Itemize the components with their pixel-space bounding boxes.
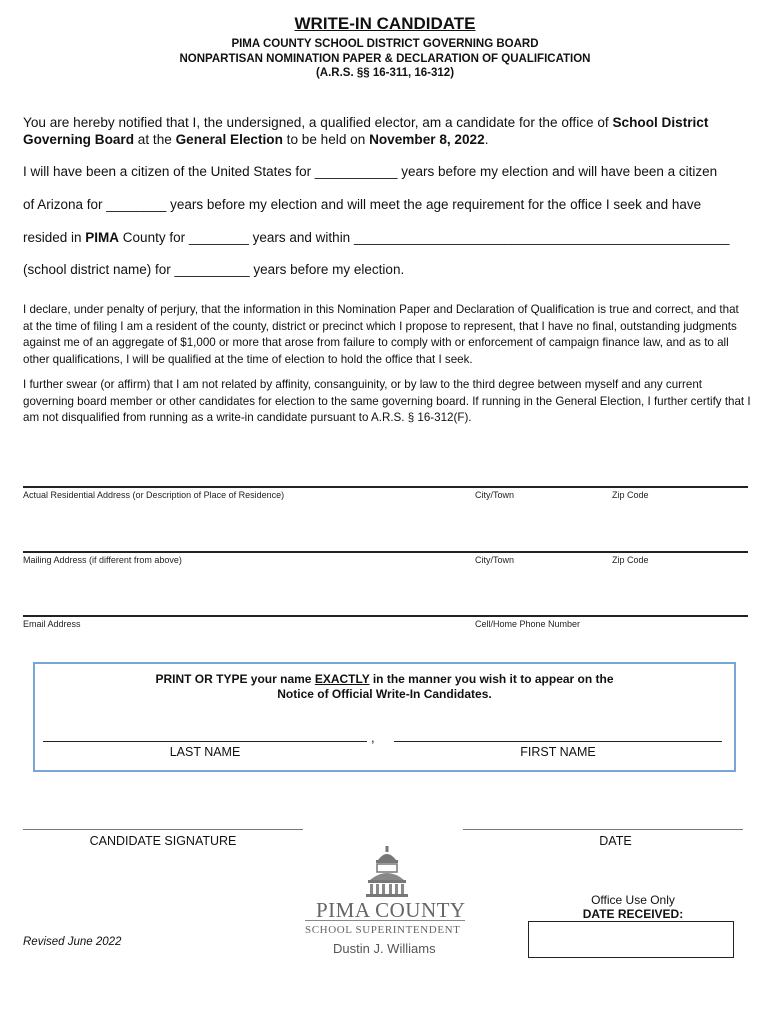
date-label: DATE [599, 834, 632, 848]
instr-text-a: PRINT OR TYPE your name [155, 672, 315, 686]
name-box-instruction-2: Notice of Official Write-In Candidates. [277, 687, 492, 701]
instr-text-c: in the manner you wish it to appear on the [369, 672, 614, 686]
citizen-line-3a: resided in [23, 230, 86, 245]
mailing-address-line[interactable] [23, 551, 748, 553]
subtitle-nomination: NONPARTISAN NOMINATION PAPER & DECLARATION OF QUALIFICATION [179, 53, 591, 65]
office-use-label: Office Use Only [591, 893, 675, 907]
declaration-paragraph: I declare, under penalty of perjury, that the information in this Nomination Paper and Declaration of Qualification is true and correct, and that at the time of filing I am a resident of the county, district or precinct which I propose to represent, that I have no final, outstanding judgments against me of an aggregate of $1,000 or more that arose from failure to comply with or enforcement of campaign finance law, and as to all other qualifications, I will be qualified at the time of election to hold the office that I seek. [23, 303, 739, 366]
signature-label: CANDIDATE SIGNATURE [89, 834, 237, 848]
citizen-county: PIMA [85, 230, 120, 245]
intro-text-2: at the [134, 132, 176, 147]
residential-address-line[interactable] [23, 486, 748, 488]
citizen-line-2: of Arizona for ________ years before my election and will meet the age requirement for the office I seek and have [23, 197, 702, 212]
logo-divider [305, 920, 465, 921]
instr-exactly: EXACTLY [314, 672, 370, 686]
citizen-line-4: (school district name) for __________ years before my election. [23, 262, 405, 277]
subtitle-board: PIMA COUNTY SCHOOL DISTRICT GOVERNING BOARD [231, 38, 539, 50]
logo-county-name: PIMA COUNTY [316, 898, 466, 922]
revised-date: Revised June 2022 [23, 936, 122, 948]
intro-text-3: to be held on [282, 132, 370, 147]
name-comma: , [371, 730, 375, 745]
intro-text-1: You are hereby notified that I, the undersigned, a qualified elector, am a candidate for the office of [23, 115, 613, 130]
intro-office: School District Governing Board [23, 115, 709, 147]
affirmation-paragraph: I further swear (or affirm) that I am not related by affinity, consanguinity, or by law to the third degree between myself and any current governing board member or other candidates for election to the same governing board. If running in the General Election, I further certify that I am not disqualified from running as a write-in candidate pursuant to A.R.S. § 16-312(F). [23, 378, 751, 424]
city-label-2: City/Town [475, 555, 515, 565]
citizen-line-1: I will have been a citizen of the United States for ___________ years before my election and will have been a citizen [23, 164, 718, 179]
residential-address-label: Actual Residential Address (or Description of Place of Residence) [23, 490, 285, 500]
email-label: Email Address [23, 619, 81, 629]
zip-label-1: Zip Code [612, 490, 649, 500]
citizen-line-3c: County for ________ years and within __________________________________________________ [119, 230, 730, 245]
mailing-address-label: Mailing Address (if different from above) [23, 555, 182, 565]
name-box [33, 662, 736, 772]
zip-label-2: Zip Code [612, 555, 649, 565]
city-label-1: City/Town [475, 490, 515, 500]
date-line[interactable] [463, 829, 743, 830]
logo-superintendent: Dustin J. Williams [333, 941, 436, 956]
logo-office: SCHOOL SUPERINTENDENT [305, 924, 461, 936]
phone-label: Cell/Home Phone Number [475, 619, 581, 629]
page-title: WRITE-IN CANDIDATE [294, 14, 476, 33]
name-box-instruction-1 [35, 672, 734, 686]
date-received-label: DATE RECEIVED: [582, 907, 684, 921]
first-name-label: FIRST NAME [520, 745, 596, 759]
signature-line[interactable] [23, 829, 303, 830]
first-name-line[interactable] [394, 741, 722, 742]
intro-date: November 8, 2022 [369, 132, 485, 147]
intro-election: General Election [175, 132, 283, 147]
courthouse-dome-icon [362, 846, 412, 898]
subtitle-statute: (A.R.S. §§ 16-311, 16-312) [315, 67, 455, 79]
intro-paragraph [23, 114, 751, 148]
last-name-line[interactable] [43, 741, 367, 742]
date-received-box[interactable] [528, 921, 734, 958]
last-name-label: LAST NAME [169, 745, 241, 759]
citizen-line-3 [23, 229, 751, 246]
email-phone-line[interactable] [23, 615, 748, 617]
intro-text-4: . [484, 132, 489, 147]
